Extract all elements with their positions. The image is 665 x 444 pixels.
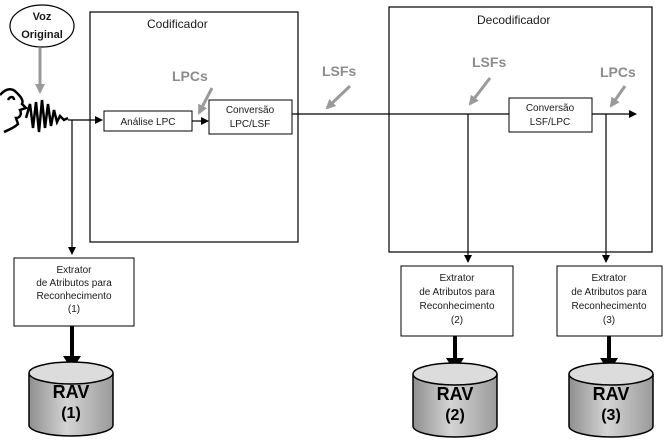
rav-2-cylinder xyxy=(413,363,497,437)
decoder-lsfs-label: LSFs xyxy=(472,54,507,70)
rav-1-cylinder xyxy=(29,362,113,436)
speaker-head-icon xyxy=(0,89,26,132)
rav-2-number: (2) xyxy=(445,407,465,424)
rav-3-cylinder xyxy=(569,363,653,437)
extractor-2-number: (2) xyxy=(450,315,464,326)
extractor-1-number: (1) xyxy=(67,304,81,315)
rav-2-label: RAV xyxy=(436,384,474,404)
rav-3-label: RAV xyxy=(592,384,630,404)
lpc-lsf-conversion-label-1: Conversão xyxy=(225,105,275,116)
decoder-title: Decodificador xyxy=(477,13,551,27)
voice-source-label-2: Original xyxy=(21,29,63,41)
rav-3-number: (3) xyxy=(601,407,621,424)
lpc-analysis-label: Análise LPC xyxy=(120,117,176,128)
extractor-2-line-3: Reconhecimento xyxy=(419,301,495,312)
extractor-1-line-3: Reconhecimento xyxy=(36,291,112,302)
extractor-2-line-2: de Atributos para xyxy=(419,287,495,298)
extractor-3-line-3: Reconhecimento xyxy=(571,301,647,312)
lpc-lsf-conversion-label-2: LPC/LSF xyxy=(229,119,271,130)
lsf-lpc-conversion-label-1: Conversão xyxy=(525,103,575,114)
extractor-3-line-1: Extrator xyxy=(591,273,627,284)
encoder-title: Codificador xyxy=(147,17,208,31)
extractor-3-number: (3) xyxy=(602,315,616,326)
extractor-1-line-2: de Atributos para xyxy=(36,278,112,289)
decoder-lpcs-callout-arrow xyxy=(611,86,625,106)
channel-lsfs-label: LSFs xyxy=(322,63,357,79)
decoder-lsfs-callout-arrow xyxy=(470,78,490,104)
extractor-1-line-1: Extrator xyxy=(56,265,92,276)
channel-lsfs-callout-arrow xyxy=(327,86,350,108)
rav-1-label: RAV xyxy=(52,382,90,402)
voice-source-label-1: Voz xyxy=(32,11,52,23)
rav-1-number: (1) xyxy=(61,405,81,422)
waveform-icon xyxy=(26,100,68,132)
decoder-lpcs-label: LPCs xyxy=(600,64,636,80)
extractor-3-line-2: de Atributos para xyxy=(571,287,647,298)
extractor-2-line-1: Extrator xyxy=(439,273,475,284)
lsf-lpc-conversion-label-2: LSF/LPC xyxy=(529,117,571,128)
encoder-lpcs-label: LPCs xyxy=(172,68,208,84)
